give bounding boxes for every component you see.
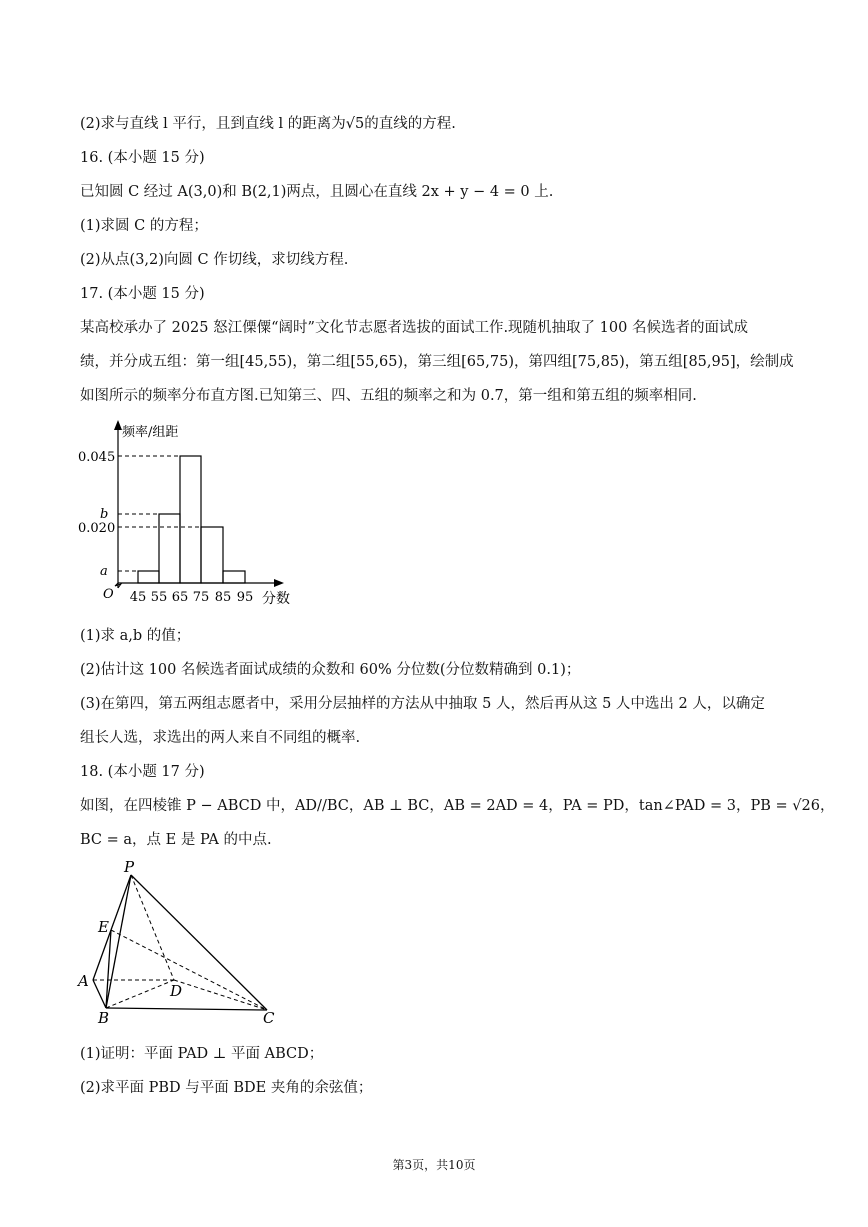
- bar-85-95: [223, 571, 245, 583]
- y-tick-0.020: 0.020: [78, 521, 116, 536]
- bar-55-65: [159, 514, 180, 583]
- q17-stem-line3: 如图所示的频率分布直方图.已知第三、四、五组的频率之和为 0.7，第一组和第五组的频率相同.: [80, 388, 697, 404]
- q18-stem-line2: BC = a，点 E 是 PA 的中点.: [80, 832, 272, 848]
- x-tick-85: 85: [214, 590, 232, 605]
- q16-part2: (2)从点(3,2)向圆 C 作切线，求切线方程.: [80, 252, 349, 268]
- vertex-A: A: [78, 972, 89, 990]
- q17-part2: (2)估计这 100 名候选者面试成绩的众数和 60% 分位数(分位数精确到 0.1)；: [80, 662, 581, 678]
- x-tick-55: 55: [150, 590, 168, 605]
- y-tick-a: a: [100, 564, 108, 579]
- q18-part1: (1)证明：平面 PAD ⊥ 平面 ABCD；: [80, 1046, 324, 1062]
- q18-header: 18. (本小题 17 分): [80, 764, 205, 780]
- q17-stem-line2: 绩，并分成五组：第一组[45,55)，第二组[55,65)，第三组[65,75)，第四组[75,85)，第五组[85,95]，绘制成: [80, 354, 794, 370]
- q17-stem-line1: 某高校承办了 2025 怒江傈僳“阔时”文化节志愿者选拔的面试工作.现随机抽取了 100 名候选者的面试成: [80, 320, 748, 336]
- q16-stem: 已知圆 C 经过 A(3,0)和 B(2,1)两点，且圆心在直线 2x + y − 4 = 0 上.: [80, 184, 554, 200]
- x-tick-75: 75: [192, 590, 210, 605]
- q18-part2: (2)求平面 PBD 与平面 BDE 夹角的余弦值；: [80, 1080, 373, 1096]
- q15-part2: (2)求与直线 l 平行，且到直线 l 的距离为√5的直线的方程.: [80, 116, 456, 132]
- y-axis-label: 频率/组距: [122, 425, 179, 440]
- x-tick-45: 45: [129, 590, 147, 605]
- vertex-C: C: [263, 1009, 275, 1027]
- bar-45-55: [138, 571, 159, 583]
- pyramid-figure: [76, 860, 286, 1034]
- origin-label: O: [103, 587, 114, 602]
- bar-75-85: [201, 527, 223, 583]
- page-footer: 第3页，共10页: [392, 1158, 476, 1172]
- y-tick-b: b: [100, 507, 109, 522]
- x-tick-65: 65: [171, 590, 189, 605]
- vertex-E: E: [98, 918, 109, 936]
- q17-header: 17. (本小题 15 分): [80, 286, 205, 302]
- q17-part1: (1)求 a,b 的值；: [80, 628, 191, 644]
- x-axis-label: 分数: [262, 591, 290, 607]
- vertex-P: P: [124, 860, 135, 876]
- x-tick-95: 95: [236, 590, 254, 605]
- q16-header: 16. (本小题 15 分): [80, 150, 205, 166]
- q17-part3-line1: (3)在第四，第五两组志愿者中，采用分层抽样的方法从中抽取 5 人，然后再从这 5 人中选出 2 人，以确定: [80, 696, 765, 712]
- y-tick-0.045: 0.045: [78, 450, 116, 465]
- vertex-B: B: [98, 1009, 110, 1027]
- vertex-D: D: [170, 982, 183, 1000]
- bar-65-75: [180, 456, 201, 583]
- q16-part1: (1)求圆 C 的方程；: [80, 218, 208, 234]
- q17-part3-line2: 组长人选，求选出的两人来自不同组的概率.: [80, 730, 361, 746]
- frequency-histogram: [78, 418, 308, 614]
- q18-stem-line1: 如图，在四棱锥 P − ABCD 中，AD//BC，AB ⊥ BC，AB = 2AD = 4，PA = PD，tan∠PAD = 3，PB = √26，: [80, 798, 835, 814]
